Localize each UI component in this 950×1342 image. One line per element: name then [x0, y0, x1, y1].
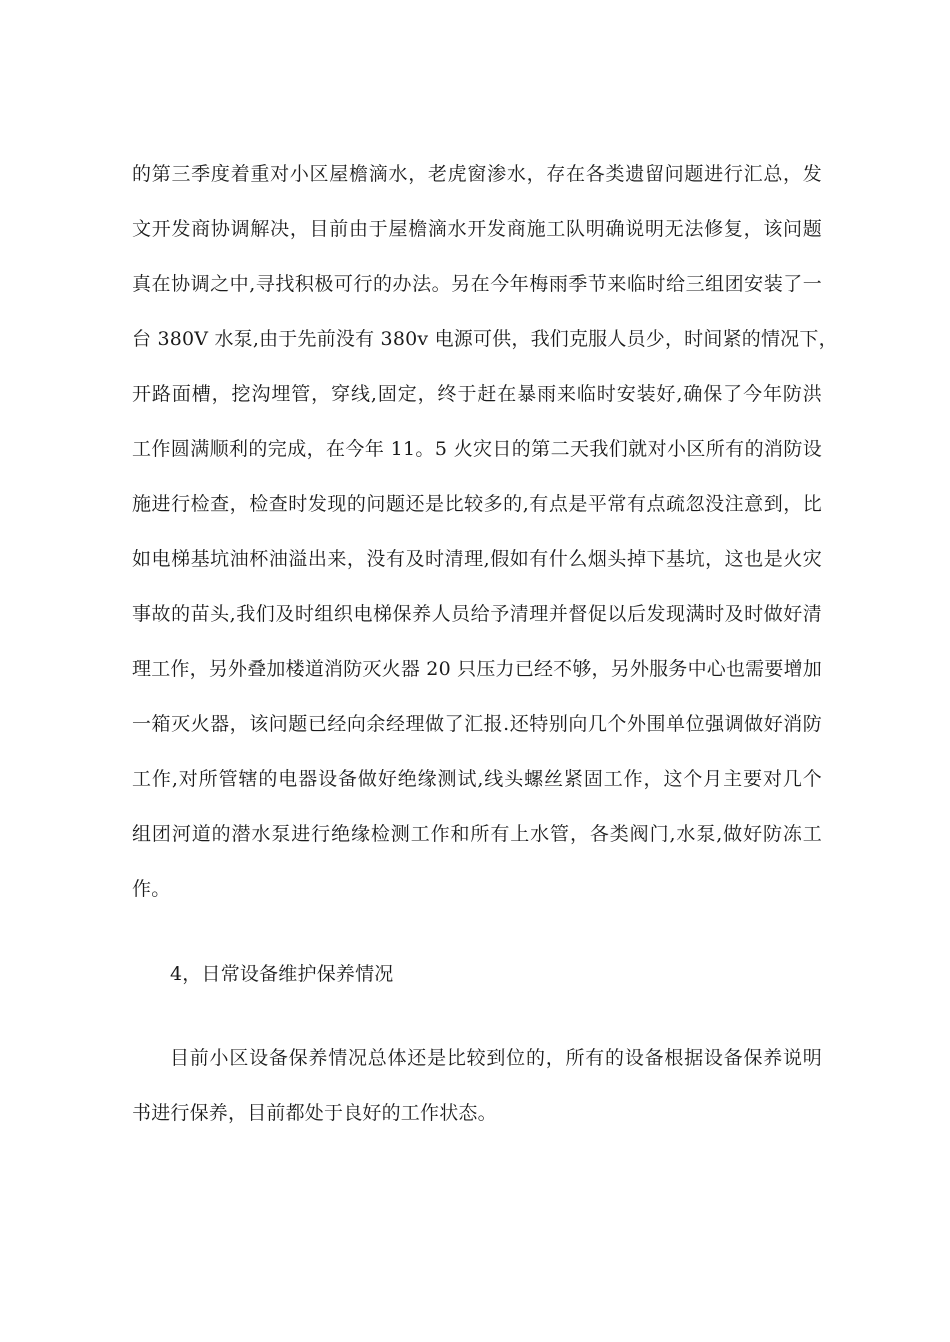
paragraph-1-line-14: 作。	[132, 878, 171, 900]
paragraph-1-line-4: 台 380V 水泵,由于先前没有 380v 电源可供，我们克服人员少，时间紧的情况下，	[132, 328, 838, 350]
paragraph-1-line-6: 工作圆满顺利的完成，在今年 11。5 火灾日的第二天我们就对小区所有的消防设	[132, 438, 822, 460]
section-heading-4: 4，日常设备维护保养情况	[170, 963, 394, 985]
paragraph-1-line-9: 事故的苗头,我们及时组织电梯保养人员给予清理并督促以后发现满时及时做好清	[132, 603, 822, 625]
paragraph-1-line-1: 的第三季度着重对小区屋檐滴水，老虎窗渗水，存在各类遗留问题进行汇总，发	[132, 163, 822, 185]
paragraph-2-line-2: 书进行保养，目前都处于良好的工作状态。	[132, 1102, 497, 1124]
paragraph-1-line-11: 一箱灭火器，该问题已经向余经理做了汇报.还特别向几个外围单位强调做好消防	[132, 713, 822, 735]
paragraph-1-line-3: 真在协调之中,寻找积极可行的办法。另在今年梅雨季节来临时给三组团安装了一	[132, 273, 822, 295]
paragraph-2-line-1: 目前小区设备保养情况总体还是比较到位的，所有的设备根据设备保养说明	[170, 1047, 822, 1069]
paragraph-1-line-13: 组团河道的潜水泵进行绝缘检测工作和所有上水管，各类阀门,水泵,做好防冻工	[132, 823, 822, 845]
paragraph-1-line-7: 施进行检查，检查时发现的问题还是比较多的,有点是平常有点疏忽没注意到，比	[132, 493, 822, 515]
paragraph-1-line-2: 文开发商协调解决，目前由于屋檐滴水开发商施工队明确说明无法修复，该问题	[132, 218, 822, 240]
paragraph-1-line-5: 开路面槽，挖沟埋管，穿线,固定，终于赶在暴雨来临时安装好,确保了今年防洪	[132, 383, 822, 405]
paragraph-1-line-12: 工作,对所管辖的电器设备做好绝缘测试,线头螺丝紧固工作，这个月主要对几个	[132, 768, 822, 790]
paragraph-1-line-8: 如电梯基坑油杯油溢出来，没有及时清理,假如有什么烟头掉下基坑，这也是火灾	[132, 548, 822, 570]
paragraph-1-line-10: 理工作，另外叠加楼道消防灭火器 20 只压力已经不够，另外服务中心也需要增加	[132, 658, 822, 680]
